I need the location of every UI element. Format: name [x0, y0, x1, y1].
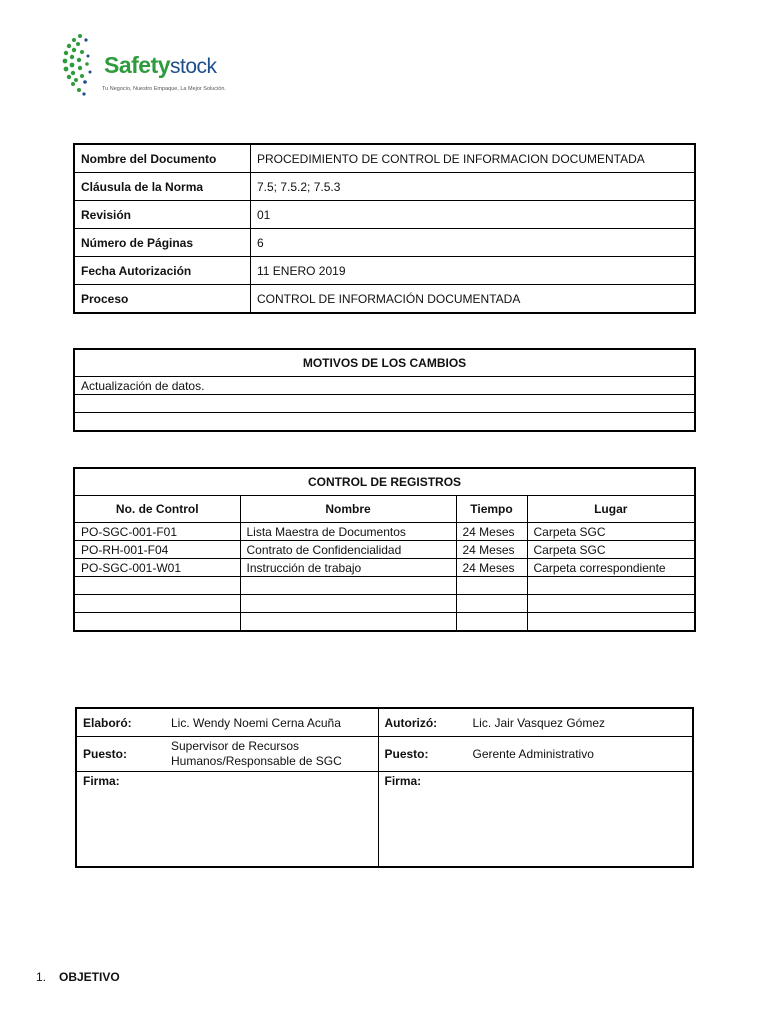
table-cell	[74, 595, 240, 613]
table-cell: PO-SGC-001-F01	[74, 523, 240, 541]
doc-info-value: 01	[251, 201, 696, 229]
table-row	[74, 523, 695, 541]
records-control-table	[73, 467, 696, 632]
doc-info-value: CONTROL DE INFORMACIÓN DOCUMENTADA	[251, 285, 696, 314]
autorizo-label: Autorizó:	[378, 708, 467, 737]
table-cell: 24 Meses	[456, 523, 527, 541]
table-cell	[527, 595, 695, 613]
company-logo	[60, 30, 240, 100]
column-header: Nombre	[240, 496, 456, 523]
change-reasons-table	[73, 348, 696, 432]
doc-info-value: 7.5; 7.5.2; 7.5.3	[251, 173, 696, 201]
firma-space-right	[467, 772, 694, 868]
table-row	[74, 595, 695, 613]
table-row	[74, 541, 695, 559]
table-cell	[74, 577, 240, 595]
doc-info-label: Proceso	[74, 285, 251, 314]
table-row	[74, 559, 695, 577]
change-reasons-title: MOTIVOS DE LOS CAMBIOS	[74, 349, 695, 377]
signature-row	[76, 737, 693, 772]
table-cell	[240, 577, 456, 595]
table-cell: Carpeta SGC	[527, 523, 695, 541]
doc-info-row	[74, 285, 695, 314]
document-info-table	[73, 143, 696, 314]
logo-globe-icon	[60, 30, 104, 100]
records-header-row	[74, 496, 695, 523]
autorizo-value: Lic. Jair Vasquez Gómez	[467, 708, 694, 737]
table-cell: 24 Meses	[456, 541, 527, 559]
doc-info-value: PROCEDIMIENTO DE CONTROL DE INFORMACION DOCUMENTADA	[251, 144, 696, 173]
table-row	[74, 613, 695, 632]
records-title: CONTROL DE REGISTROS	[74, 468, 695, 496]
doc-info-label: Cláusula de la Norma	[74, 173, 251, 201]
doc-info-row	[74, 229, 695, 257]
elaboro-value: Lic. Wendy Noemi Cerna Acuña	[165, 708, 378, 737]
table-cell: Carpeta correspondiente	[527, 559, 695, 577]
table-cell	[240, 613, 456, 632]
signature-row	[76, 708, 693, 737]
table-cell	[456, 577, 527, 595]
puesto-label-left: Puesto:	[76, 737, 165, 772]
doc-info-label: Nombre del Documento	[74, 144, 251, 173]
table-cell: PO-RH-001-F04	[74, 541, 240, 559]
brand-name-part1: Safety	[104, 52, 171, 78]
signature-row	[76, 772, 693, 868]
puesto-value-left: Supervisor de Recursos Humanos/Responsable de SGC	[165, 737, 378, 772]
brand-tagline: Tu Negocio, Nuestro Empaque, La Mejor Solución.	[102, 86, 226, 92]
doc-info-row	[74, 201, 695, 229]
firma-label-right: Firma:	[378, 772, 467, 868]
table-cell: 24 Meses	[456, 559, 527, 577]
column-header: Lugar	[527, 496, 695, 523]
doc-info-label: Revisión	[74, 201, 251, 229]
section-number: 1.	[36, 970, 47, 984]
table-cell	[527, 577, 695, 595]
column-header: No. de Control	[74, 496, 240, 523]
change-reason-row: Actualización de datos.	[74, 377, 695, 395]
doc-info-label: Fecha Autorización	[74, 257, 251, 285]
doc-info-value: 11 ENERO 2019	[251, 257, 696, 285]
table-cell: Carpeta SGC	[527, 541, 695, 559]
table-cell: Contrato de Confidencialidad	[240, 541, 456, 559]
section-title: OBJETIVO	[59, 970, 120, 984]
column-header: Tiempo	[456, 496, 527, 523]
change-reason-row	[74, 395, 695, 413]
brand-name	[104, 52, 217, 79]
table-row	[74, 577, 695, 595]
elaboro-label: Elaboró:	[76, 708, 165, 737]
brand-name-part2: stock	[170, 55, 217, 78]
change-reason-row	[74, 413, 695, 432]
table-cell	[240, 595, 456, 613]
table-cell: Lista Maestra de Documentos	[240, 523, 456, 541]
doc-info-row	[74, 144, 695, 173]
doc-info-row	[74, 257, 695, 285]
signatures-table	[75, 707, 694, 868]
table-cell	[456, 595, 527, 613]
doc-info-value: 6	[251, 229, 696, 257]
table-cell: Instrucción de trabajo	[240, 559, 456, 577]
doc-info-label: Número de Páginas	[74, 229, 251, 257]
doc-info-row	[74, 173, 695, 201]
firma-label-left: Firma:	[76, 772, 165, 868]
section-heading	[36, 970, 120, 984]
puesto-label-right: Puesto:	[378, 737, 467, 772]
table-cell	[527, 613, 695, 632]
table-cell	[74, 613, 240, 632]
puesto-value-right: Gerente Administrativo	[467, 737, 694, 772]
table-cell: PO-SGC-001-W01	[74, 559, 240, 577]
firma-space-left	[165, 772, 378, 868]
table-cell	[456, 613, 527, 632]
